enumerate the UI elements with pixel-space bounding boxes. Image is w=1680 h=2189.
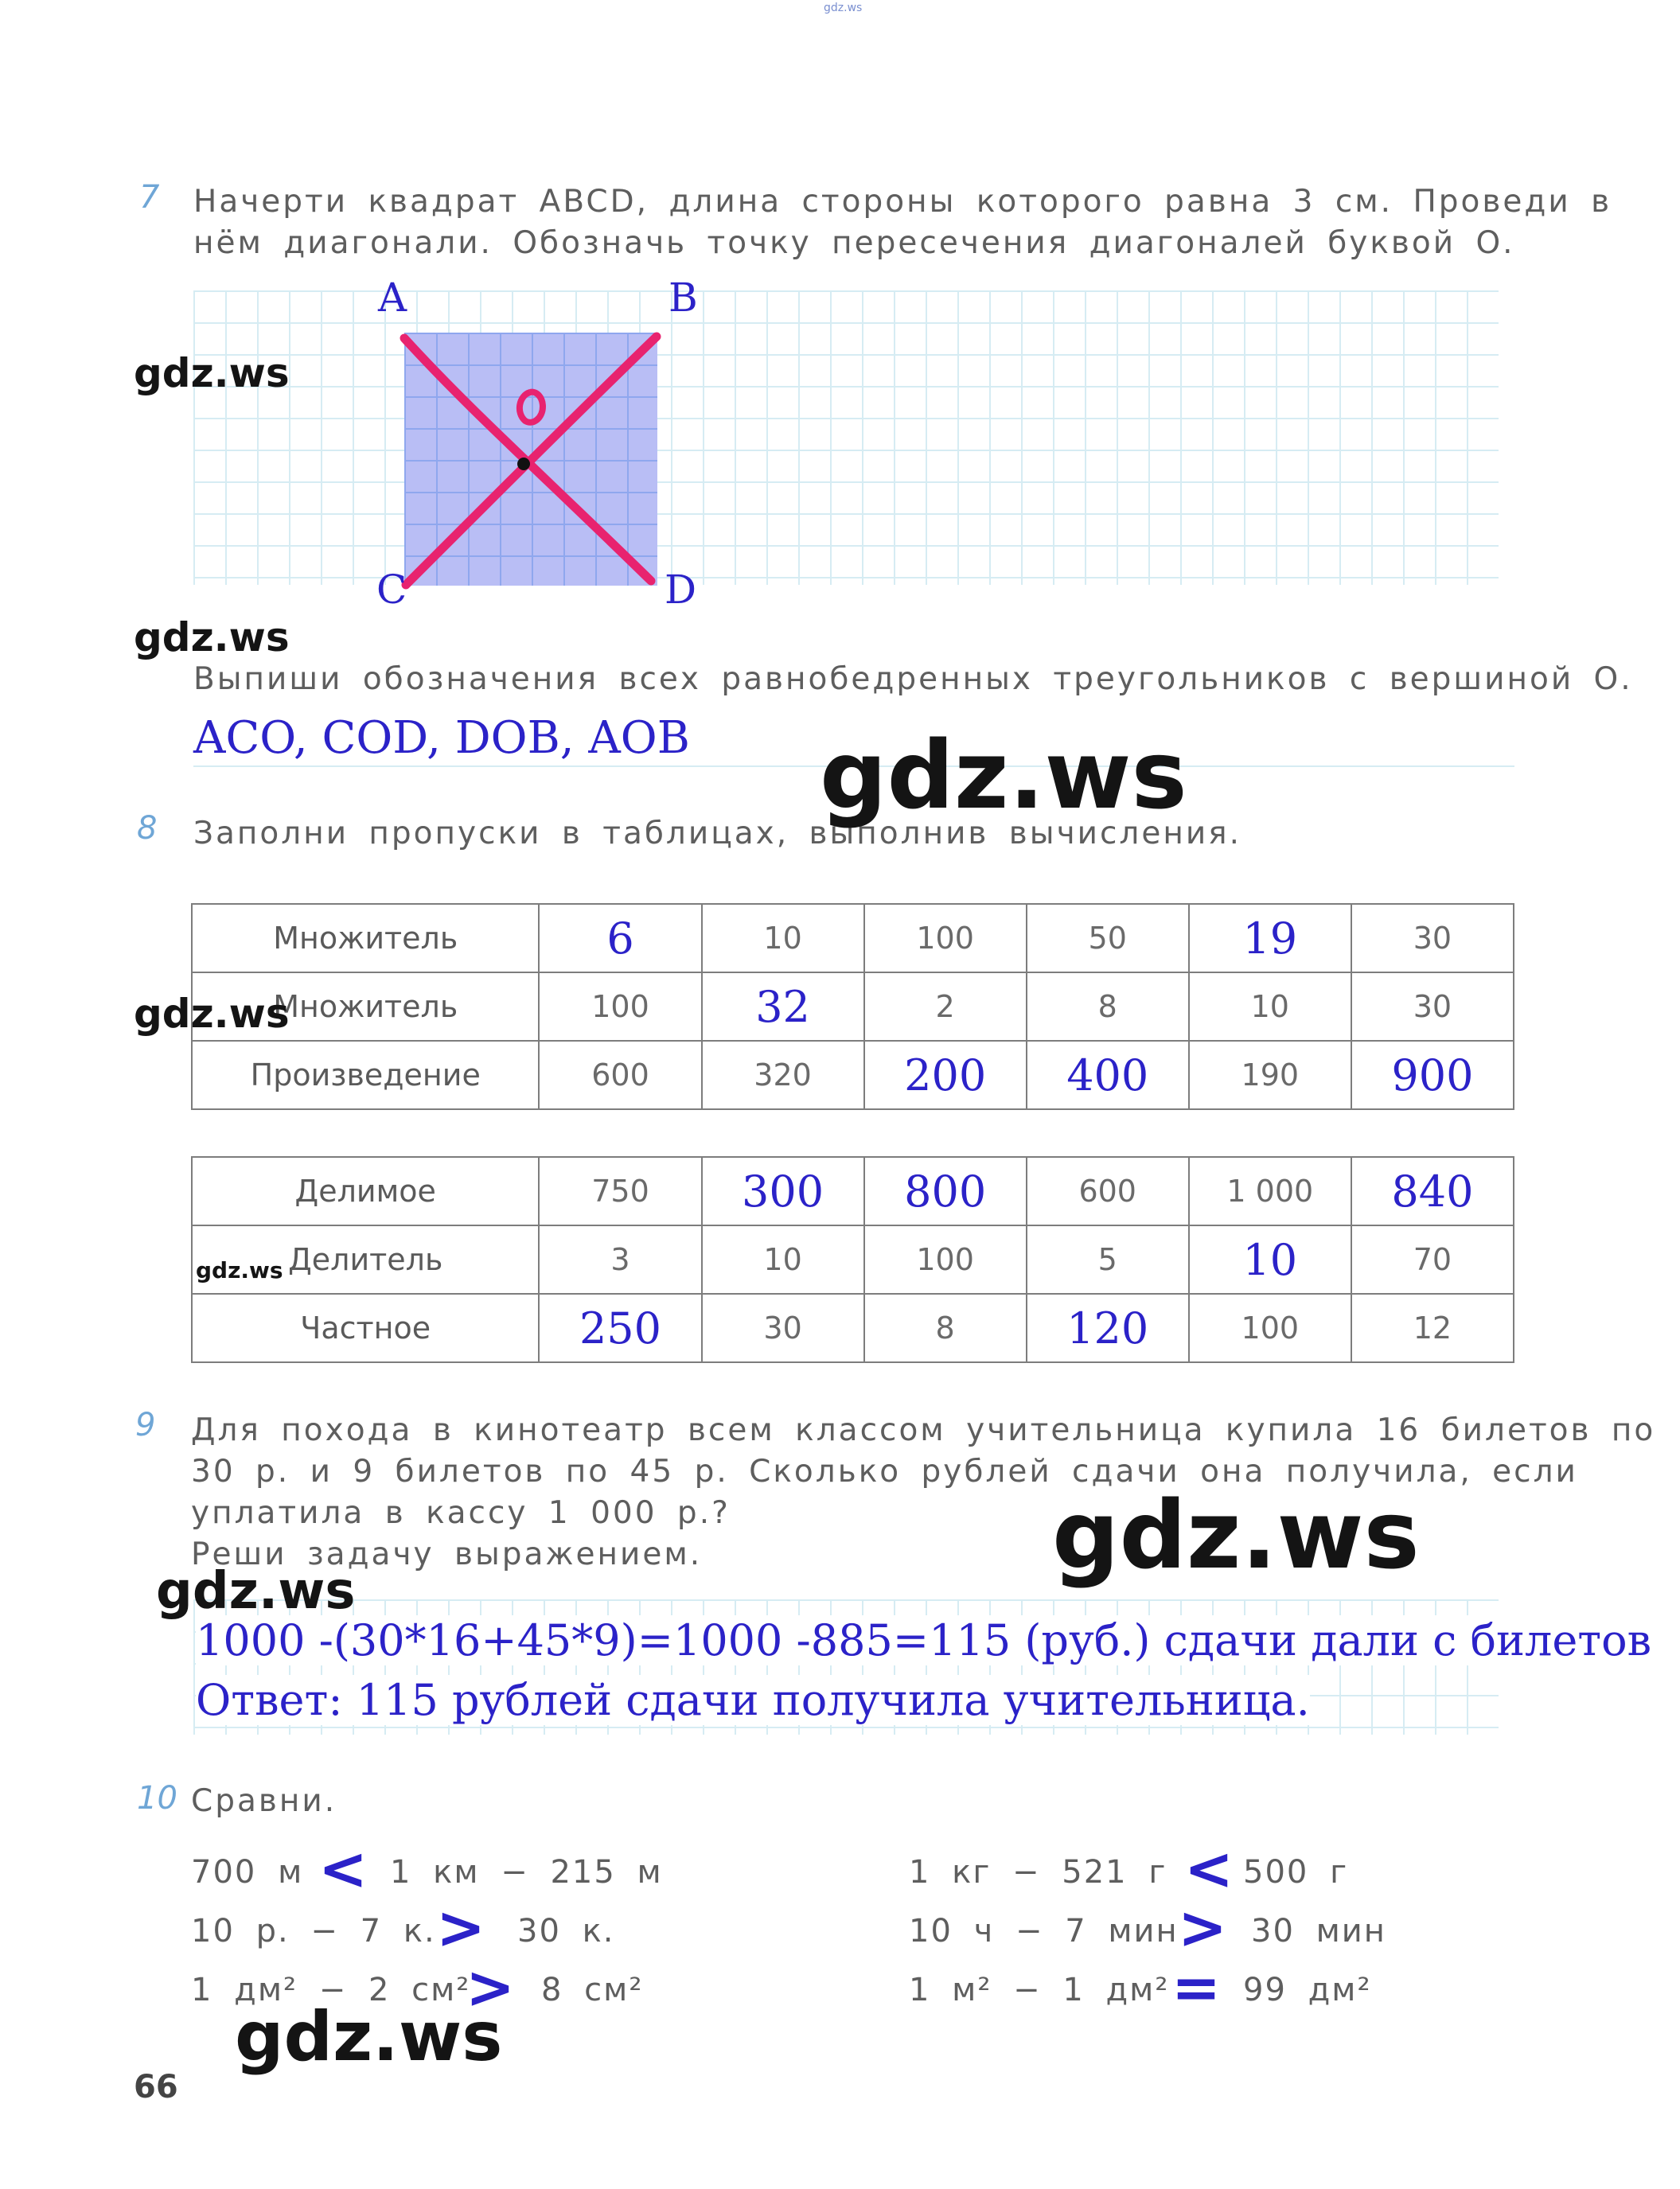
handwritten-cell: 10 [1189,1225,1351,1294]
handwritten-cell: 400 [1027,1041,1189,1109]
task-9-line2: 30 р. и 9 билетов по 45 р. Сколько рублей сдачи она получила, если [191,1454,1578,1490]
table-cell: 1 000 [1189,1157,1351,1225]
vertex-d: D [665,567,697,613]
row-label: Множитель [192,904,539,972]
table-cell: 750 [539,1157,701,1225]
handwritten-cell: 120 [1027,1294,1189,1362]
table-cell: 10 [1189,972,1351,1041]
table-cell: 5 [1027,1225,1189,1294]
compare-right-1-lhs: 1 кг − 521 г [909,1854,1167,1891]
table-cell: 8 [864,1294,1027,1362]
handwritten-cell: 840 [1351,1157,1514,1225]
handwritten-cell: 300 [702,1157,864,1225]
compare-left-1-rhs: 1 км − 215 м [390,1854,663,1891]
compare-right-3-rhs: 99 дм² [1243,1972,1372,2008]
table-cell: 8 [1027,972,1189,1041]
page-number: 66 [134,2069,178,2105]
table-cell: 12 [1351,1294,1514,1362]
vertex-b: B [668,275,698,321]
vertex-c: C [376,567,407,613]
table-cell: 10 [702,904,864,972]
task-8-number: 8 [137,810,158,847]
compare-left-3-lhs: 1 дм² − 2 см² [191,1972,471,2008]
compare-left-2-rhs: 30 к. [517,1913,615,1949]
table-cell: 100 [864,904,1027,972]
compare-right-3-lhs: 1 м² − 1 дм² [909,1972,1170,2008]
task-7-answer: ACO, COD, DOB, AOB [193,712,690,764]
table-cell: 50 [1027,904,1189,972]
table-cell: 30 [1351,904,1514,972]
handwritten-cell: 800 [864,1157,1027,1225]
task-9-answer: Ответ: 115 рублей сдачи получила учительница. [196,1675,1310,1725]
watermark: gdz.ws [196,1257,283,1283]
table-cell: 30 [702,1294,864,1362]
table-cell: 100 [864,1225,1027,1294]
table-cell: 100 [1189,1294,1351,1362]
compare-right-2-lhs: 10 ч − 7 мин [909,1913,1179,1949]
task-10-title: Сравни. [191,1783,337,1819]
task-8-text: Заполни пропуски в таблицах, выполнив вычисления. [193,816,1242,851]
compare-right-2-rhs: 30 мин [1251,1913,1386,1949]
row-label: Делимое [192,1157,539,1225]
row-label: Частное [192,1294,539,1362]
task-9-line1: Для похода в кинотеатр всем классом учительница купила 16 билетов по [191,1412,1656,1448]
watermark: gdz.ws [134,350,290,396]
table-cell: 190 [1189,1041,1351,1109]
row-label: Множитель [192,972,539,1041]
table-cell: 70 [1351,1225,1514,1294]
watermark: gdz.ws [1052,1480,1420,1590]
table-row [192,1041,1514,1109]
table-cell: 600 [539,1041,701,1109]
table-row [192,904,1514,972]
table-cell: 600 [1027,1157,1189,1225]
compare-left-1-lhs: 700 м [191,1854,304,1891]
table-cell: 100 [539,972,701,1041]
division-table [191,1156,1514,1363]
compare-left-2-sign: > [436,1894,486,1962]
watermark: gdz.ws [156,1562,356,1621]
task-9-line3: уплатила в кассу 1 000 р.? [191,1495,731,1531]
handwritten-cell: 19 [1189,904,1351,972]
handwritten-cell: 900 [1351,1041,1514,1109]
handwritten-cell: 250 [539,1294,701,1362]
table-cell: 30 [1351,972,1514,1041]
compare-left-3-sign: > [466,1953,516,2022]
compare-left-1-sign: < [318,1835,368,1903]
watermark: gdz.ws [134,991,290,1037]
task-9-line4: Реши задачу выражением. [191,1537,703,1572]
table-cell: 3 [539,1225,701,1294]
table-row [192,1157,1514,1225]
vertex-a: A [378,275,407,321]
watermark: gdz.ws [134,614,290,660]
compare-right-2-sign: > [1178,1894,1228,1962]
task-7-number: 7 [139,179,160,216]
compare-right-1-rhs: 500 г [1243,1854,1349,1891]
compare-left-2-lhs: 10 р. − 7 к. [191,1913,436,1949]
compare-right-3-sign: = [1171,1953,1222,2022]
row-label: Произведение [192,1041,539,1109]
center-o-stroke [520,392,543,423]
header-mark: gdz.ws [824,2,863,14]
table-cell: 2 [864,972,1027,1041]
handwritten-cell: 200 [864,1041,1027,1109]
intersection-point [517,458,530,470]
table-row [192,972,1514,1041]
handwritten-cell: 6 [539,904,701,972]
task-9-number: 9 [135,1407,156,1443]
table-row [192,1294,1514,1362]
handwritten-cell: 32 [702,972,864,1041]
watermark: gdz.ws [235,1997,503,2077]
diagonals-drawing [382,314,684,609]
table-row [192,1225,1514,1294]
table-cell: 10 [702,1225,864,1294]
task-7-question: Выпиши обозначения всех равнобедренных треугольников с вершиной О. [193,661,1633,697]
table-cell: 320 [702,1041,864,1109]
compare-right-1-sign: < [1184,1835,1234,1903]
compare-left-3-rhs: 8 см² [541,1972,644,2008]
task-7-text-line1: Начерти квадрат ABCD, длина стороны которого равна 3 см. Проведи в [193,184,1612,220]
task-10-number: 10 [137,1780,177,1817]
multiplication-table [191,903,1514,1110]
task-9-solution: 1000 -(30*16+45*9)=1000 -885=115 (руб.) сдачи дали с билетов [196,1615,1652,1665]
task-7-text-line2: нём диагонали. Обозначь точку пересечения диагоналей буквой О. [193,225,1515,261]
row-label: Делитель [192,1225,539,1294]
watermark: gdz.ws [820,720,1187,830]
